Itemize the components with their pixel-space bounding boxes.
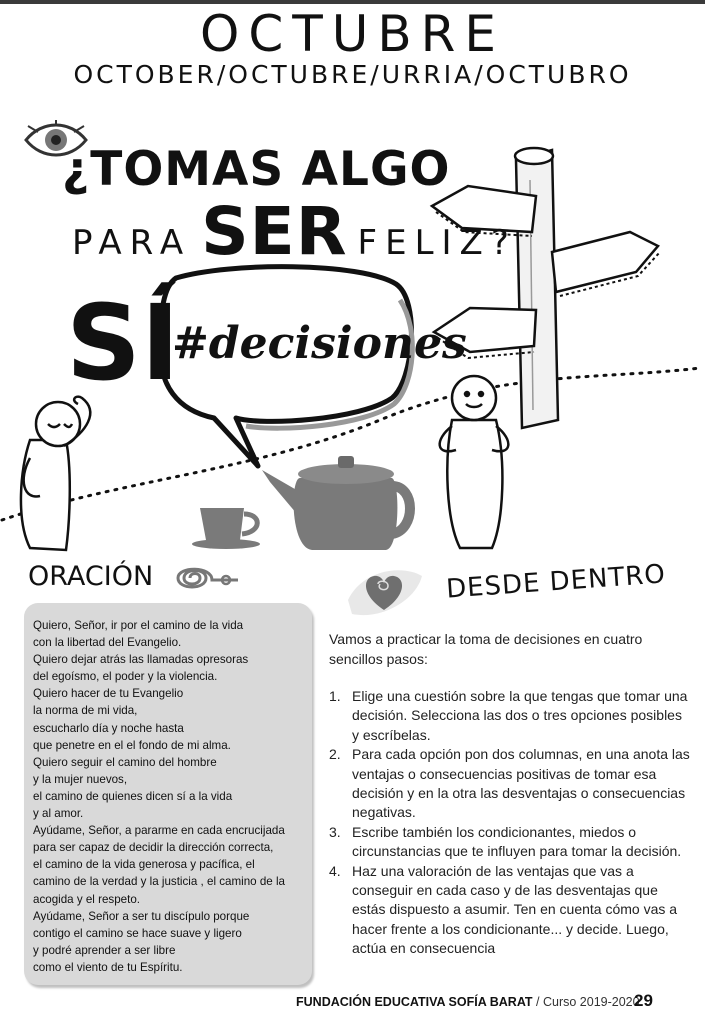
headline-ser: SER [201, 193, 348, 270]
month-title: OCTUBRE [199, 5, 506, 63]
prayer-line: contigo el camino se hace suave y ligero [33, 926, 242, 940]
footer-course: / Curso 2019-2020 [532, 995, 640, 1009]
prayer-line: Quiero dejar atrás las llamadas opresoras [33, 653, 249, 667]
step-item [329, 823, 691, 862]
step-text: Haz una valoración de las ventajas que vas a conseguir en cada caso y de las desventajas que estás dispuesto a asumir. Ten en cuenta cómo vas a hacer frente a los condicionante... y decide. Luego, actúa en consecuencia [352, 862, 678, 957]
teapot-icon [262, 456, 410, 550]
spiral-icon [170, 558, 242, 596]
prayer-line: y la mujer nuevos, [33, 772, 128, 786]
prayer-text [33, 617, 323, 976]
headline-line2 [72, 193, 517, 285]
heart-icon [342, 560, 426, 622]
footer [296, 993, 640, 1011]
thinking-figure [21, 397, 90, 550]
headline-answer: SÍ [66, 282, 180, 404]
prayer-line: Ayúdame, Señor a ser tu discípulo porque [33, 909, 250, 923]
prayer-line: para ser capaz de decidir la dirección correcta, [33, 841, 274, 855]
prayer-line: Quiero hacer de tu Evangelio [33, 687, 184, 701]
standing-figure [440, 376, 509, 548]
step-number: 3. [329, 823, 341, 840]
prayer-line: que penetre en el el fondo de mi alma. [33, 738, 231, 752]
step-number: 1. [329, 688, 341, 704]
steps-intro: Vamos a practicar la toma de decisiones en cuatro sencillos pasos: [329, 631, 643, 667]
prayer-line: Quiero, Señor, ir por el camino de la vida [33, 619, 244, 632]
headline-feliz: FELIZ? [357, 223, 517, 263]
step-number: 2. [329, 746, 341, 763]
step-text: Para cada opción pon dos columnas, en una anota las ventajas o consecuencias positivas de tomar esa decisión y en la otra las desventajas o consecuencias negativas. [352, 746, 690, 821]
prayer-line: Ayúdame, Señor, a pararme en cada encrucijada [33, 824, 285, 838]
oracion-heading: ORACIÓN [28, 561, 154, 592]
prayer-line: y al amor. [33, 807, 84, 821]
prayer-line: escucharlo día y noche hasta [33, 721, 184, 735]
step-item [329, 687, 691, 745]
desde-dentro-heading: DESDE DENTRO [445, 559, 667, 605]
headline-para: PARA [72, 223, 192, 263]
prayer-line: del egoísmo, el poder y la violencia. [33, 670, 218, 684]
prayer-line: la norma de mi vida, [33, 704, 138, 718]
prayer-line: el camino de la vida generosa y pacífica, el [33, 858, 255, 872]
prayer-line: camino de la verdad y la justicia , el camino de la [33, 875, 285, 889]
step-item [329, 745, 691, 823]
step-text: Escribe también los condicionantes, miedos o circunstancias que te influyen para tomar la decisión. [352, 823, 682, 860]
prayer-line: y podré aprender a ser libre [33, 943, 176, 957]
cup-icon [192, 508, 260, 549]
footer-organization: FUNDACIÓN EDUCATIVA SOFÍA BARAT [296, 995, 533, 1009]
step-item [329, 862, 691, 959]
month-translations: OCTOBER/OCTUBRE/URRIA/OCTUBRO [73, 60, 632, 89]
step-number: 4. [329, 862, 341, 879]
step-text: Elige una cuestión sobre la que tengas que tomar una decisión. Selecciona las dos o tres opciones posibles y escríbelas. [352, 688, 688, 743]
prayer-line: Quiero seguir el camino del hombre [33, 755, 217, 769]
prayer-line: el camino de quienes dicen sí a la vida [33, 789, 233, 803]
prayer-line: acogida y el respeto. [33, 892, 140, 906]
prayer-line: con la libertad del Evangelio. [33, 636, 182, 650]
headline-question: ¿TOMAS ALGO [62, 142, 451, 197]
page-number: 29 [634, 991, 653, 1010]
prayer-line: como el viento de tu Espíritu. [33, 960, 183, 974]
bubble-hashtag: #decisiones [172, 318, 467, 369]
steps-list [329, 687, 691, 959]
